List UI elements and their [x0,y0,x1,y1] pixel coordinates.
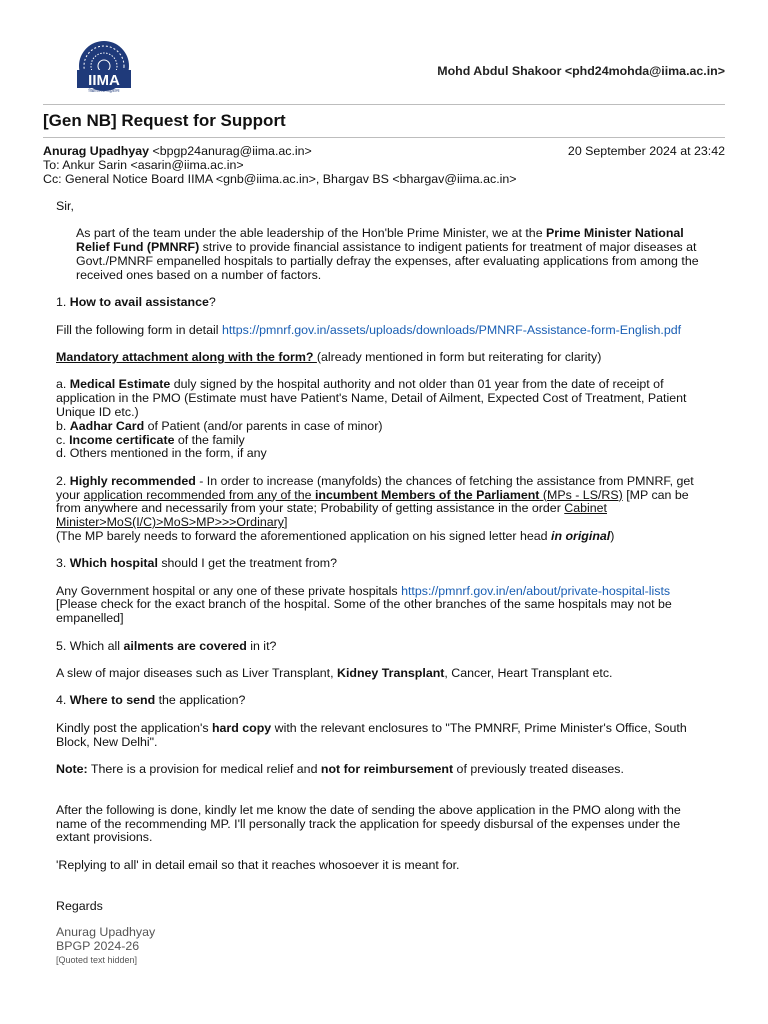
followup-paragraph: After the following is done, kindly let me know the date of sending the above application in the PMO along with the name of the recommending MP. I'll personally track the application for speedy disbursal of the expenses under the extant provisions. [56,802,681,845]
question-ailments: 5. Which all ailments are covered in it? [56,638,277,653]
attachment-list: a. Medical Estimate duly signed by the hospital authority and not older than 01 year from the date of receipt of application in the PMO (Estimate must have Patient's Name, Detail of Ailment, Expected Cost of Treatment, Patient Unique ID etc.) b. Aadhar Card of Patient (and/or parents in case of minor) c. Income certificate of the family d. Others mentioned in the form, if any [56,377,687,461]
reply-all-paragraph: 'Replying to all' in detail email so that it reaches whosoever it is meant for. [56,857,460,872]
sender-email[interactable]: <bpgp24anurag@iima.ac.in> [152,144,312,158]
account-identity: Mohd Abdul Shakoor <phd24mohda@iima.ac.in> [437,64,725,78]
to-line: To: Ankur Sarin <asarin@iima.ac.in> [43,158,244,172]
header-divider [43,104,725,105]
greeting: Sir, [56,199,74,213]
cc-line: Cc: General Notice Board IIMA <gnb@iima.ac.in>, Bhargav BS <bhargav@iima.ac.in> [43,172,517,186]
signature-name: Anurag Upadhyay [56,925,156,940]
email-date: 20 September 2024 at 23:42 [567,144,725,158]
signature-batch: BPGP 2024-26 [56,939,140,954]
recommendation-paragraph: 2. Highly recommended - In order to increase (manyfolds) the chances of fetching the assistance from PMNRF, get your application recommended from any of the incumbent Members of the Parliament (MPs - LS/RS) [MP can be from anywhere and necessarily from your state; Probability of getting assistance in the order Cabinet Minister>MoS(I/C)>MoS>MP>>>Ordinary] (The MP barely needs to forward the aforementioned application on his signed letter head in original) [56,473,694,543]
email-subject: [Gen NB] Request for Support [43,111,286,130]
sender-line [43,144,312,158]
question-which-hospital: 3. Which hospital should I get the treatment from? [56,556,337,571]
post-paragraph: Kindly post the application's hard copy with the relevant enclosures to "The PMNRF, Prime Minister's Office, South Block, New Delhi". [56,720,687,749]
ailments-paragraph: A slew of major diseases such as Liver Transplant, Kidney Transplant, Cancer, Heart Transplant etc. [56,666,613,681]
logo-caption: विद्याविनियोगाद्विकासः [88,88,120,93]
mandatory-heading: Mandatory attachment along with the form? (already mentioned in form but reiterating for clarity) [56,349,602,364]
question-how-to-avail: 1. How to avail assistance? [56,295,216,310]
quoted-text-toggle[interactable]: [Quoted text hidden] [56,955,138,965]
sender-name[interactable]: Anurag Upadhyay [43,144,150,158]
email-body [56,200,706,968]
form-line: Fill the following form in detail https://pmnrf.gov.in/assets/uploads/downloads/PMNRF-Assistance-form-English.pdf [56,322,682,337]
svg-text:IIMA: IIMA [88,72,120,89]
note-paragraph: Note: There is a provision for medical relief and not for reimbursement of previously treated diseases. [56,762,624,777]
regards: Regards [56,898,103,913]
signature [56,926,706,967]
question-where-to-send: 4. Where to send the application? [56,693,246,708]
hospital-paragraph: Any Government hospital or any one of these private hospitals https://pmnrf.gov.in/en/about/private-hospital-lists [Please check for the exact branch of the hospital. Some of the other branches of the same hospitals may not be empanelled] [56,583,672,626]
intro-paragraph: As part of the team under the able leadership of the Hon'ble Prime Minister, we at the Prime Minister National Relief Fund (PMNRF) strive to provide financial assistance to indigent patients for treatment of major diseases at Govt./PMNRF empanelled hospitals to partially defray the expenses, after evaluating applications from among the received ones based on a number of factors. [76,226,699,282]
form-link[interactable]: https://pmnrf.gov.in/assets/uploads/downloads/PMNRF-Assistance-form-English.pdf [221,322,682,337]
hospital-list-link[interactable]: https://pmnrf.gov.in/en/about/private-hospital-lists [401,583,671,598]
subject-divider [43,137,725,138]
iima-logo [76,40,132,100]
